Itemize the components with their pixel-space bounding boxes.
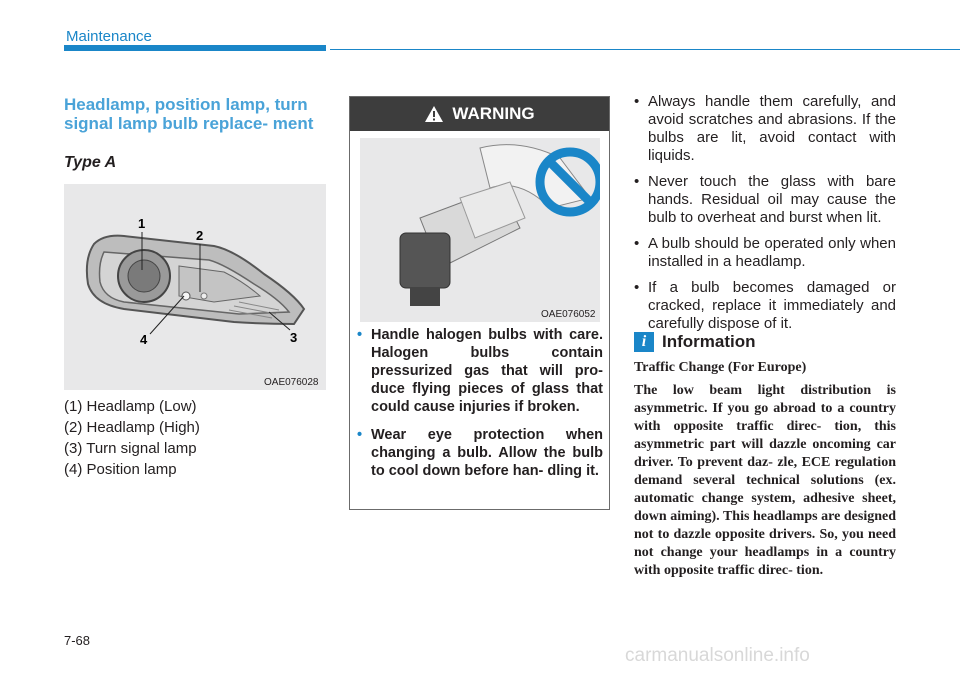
warning-item-text: Wear eye protection when changing a bulb. Allow the bulb to cool down before han- dling it. xyxy=(371,427,603,479)
caution-list xyxy=(634,93,896,341)
figure-code: OAE076028 xyxy=(264,377,319,388)
type-label: Type A xyxy=(64,154,117,171)
warning-list xyxy=(357,326,603,490)
headlamp-illustration xyxy=(64,184,326,390)
bullet-icon: • xyxy=(357,427,363,443)
information-subtitle: Traffic Change (For Europe) xyxy=(634,360,807,375)
bullet-icon: • xyxy=(634,235,640,252)
section-label: Maintenance xyxy=(66,28,152,45)
bullet-icon: • xyxy=(357,327,363,343)
list-item-text: Never touch the glass with bare hands. Residual oil may cause the bulb to overheat and burst when lit. xyxy=(648,173,896,226)
list-item xyxy=(634,93,896,165)
legend-list xyxy=(64,396,326,480)
header-bar xyxy=(64,45,326,51)
warning-figure-code: OAE076052 xyxy=(541,309,596,320)
page-number: 7-68 xyxy=(64,633,91,648)
watermark: carmanualsonline.info xyxy=(625,645,810,666)
list-item xyxy=(634,279,896,333)
warning-header xyxy=(350,97,609,131)
bullet-icon: • xyxy=(634,173,640,190)
list-item-text: Always handle them carefully, and avoid scratches and abrasions. If the bulbs are lit, avoid contact with liquids. xyxy=(648,93,896,164)
information-header xyxy=(634,332,756,352)
legend-item: (1) Headlamp (Low) xyxy=(64,398,197,415)
warning-title: WARNING xyxy=(452,104,535,123)
bulb-illustration xyxy=(360,138,600,322)
callout-1: 1 xyxy=(138,216,146,231)
legend-item: (3) Turn signal lamp xyxy=(64,440,197,457)
information-body: The low beam light distribution is asymmetric. If you go abroad to a country with opposite traffic direc- tion, this asymmetric part will dazzle oncoming car driver. To prevent daz- zle, ECE regulation demand several technical solutions (ex. automatic change system, adhesive sheet, down aiming). This headlamps are designed not to dazzle opposite drivers. So, you need not change your headlamps in a country with opposite traffic direc- tion. xyxy=(634,383,896,578)
warning-item xyxy=(357,326,603,416)
warning-icon xyxy=(424,105,444,123)
callout-2: 2 xyxy=(196,228,204,243)
legend-item: (2) Headlamp (High) xyxy=(64,419,200,436)
information-title: Information xyxy=(662,332,756,351)
callout-4: 4 xyxy=(140,332,148,347)
page-title: Headlamp, position lamp, turn signal lamp bulb replace- ment xyxy=(64,95,314,133)
header-rule xyxy=(330,49,960,50)
bullet-icon: • xyxy=(634,93,640,110)
bulb-figure xyxy=(360,138,600,322)
legend-item: (4) Position lamp xyxy=(64,461,177,478)
list-item xyxy=(634,173,896,227)
callout-3: 3 xyxy=(290,330,298,345)
info-icon: i xyxy=(634,332,654,352)
list-item-text: A bulb should be operated only when installed in a headlamp. xyxy=(648,235,896,270)
warning-item-text: Handle halogen bulbs with care. Halogen bulbs contain pressurized gas that will pro- duce flying pieces of glass that could cause injuries if broken. xyxy=(371,327,603,415)
warning-item xyxy=(357,426,603,480)
bullet-icon: • xyxy=(634,279,640,296)
headlamp-figure xyxy=(64,184,326,390)
list-item-text: If a bulb becomes damaged or cracked, replace it immediately and carefully dispose of it. xyxy=(648,279,896,332)
list-item xyxy=(634,235,896,271)
